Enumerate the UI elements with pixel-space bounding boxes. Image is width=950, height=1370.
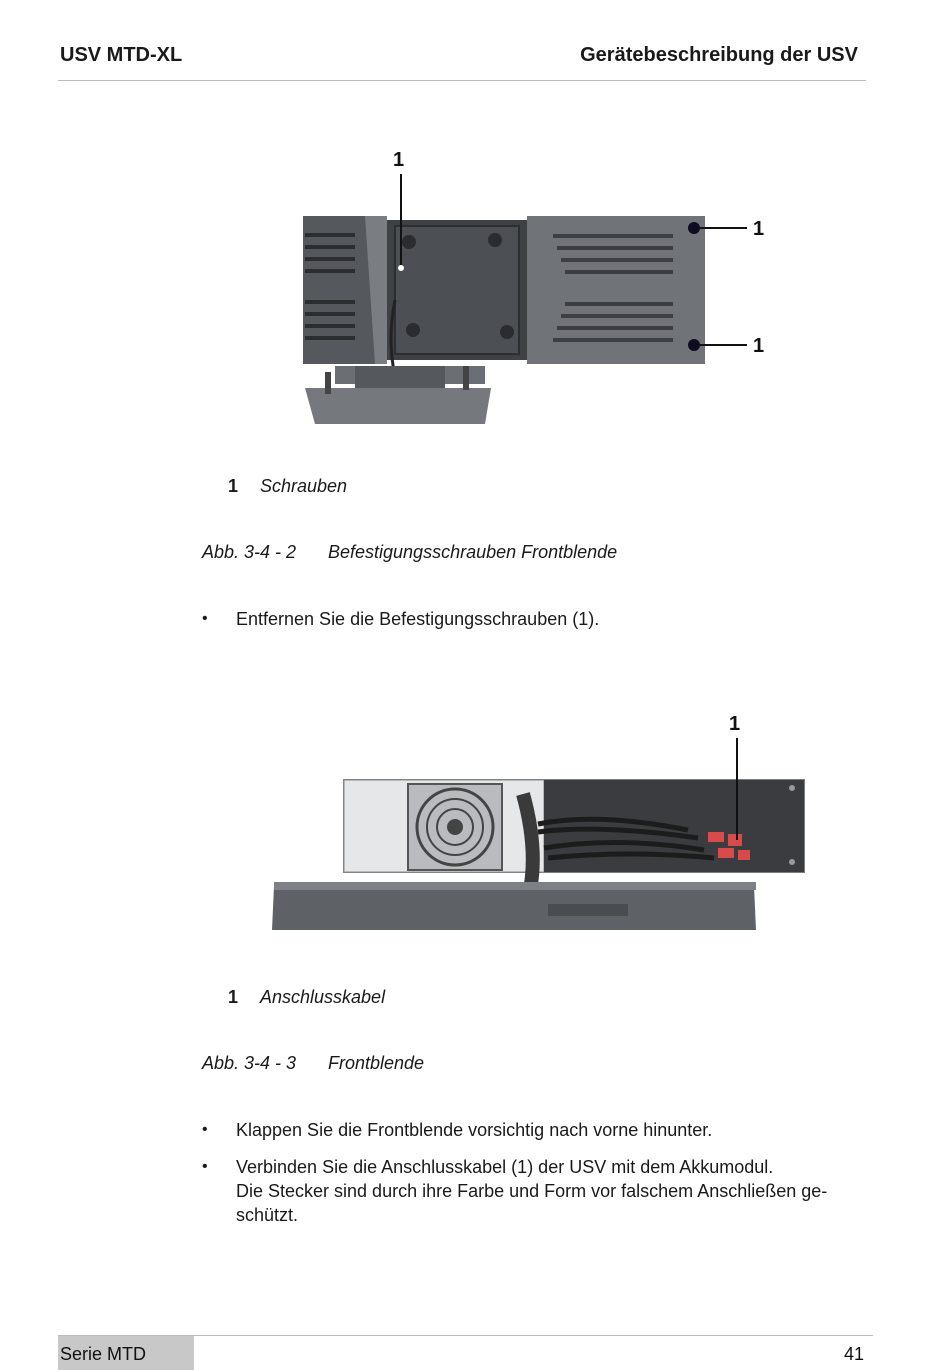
header-divider (58, 80, 866, 81)
page-number: 41 (843, 1344, 864, 1364)
bullet-item (202, 1155, 828, 1227)
callout-1: 1 (729, 713, 741, 735)
bullet-item (202, 607, 600, 631)
legend-number: 1 (228, 987, 239, 1007)
figure1-caption (202, 542, 617, 563)
header-section-title: Gerätebeschreibung der USV (580, 44, 858, 66)
bullet-dot: • (202, 610, 208, 627)
bullet-text-line: Verbinden Sie die Anschlusskabel (1) der USV mit dem Akkumodul. (236, 1157, 774, 1177)
bullet-item (202, 1118, 713, 1142)
bullet-text: Entfernen Sie die Befestigungsschrauben (1). (236, 609, 600, 629)
figure2-legend (228, 987, 385, 1008)
figure-front-panel-screws (295, 140, 775, 435)
callout-1-right-lower: 1 (753, 335, 765, 357)
header-document-title: USV MTD-XL (60, 44, 183, 66)
bullet-dot: • (202, 1121, 208, 1138)
caption-text: Frontblende (328, 1053, 425, 1073)
legend-text: Schrauben (260, 476, 348, 496)
legend-number: 1 (228, 476, 239, 496)
figure-front-panel-cable (268, 708, 813, 938)
callout-1-top: 1 (393, 149, 405, 171)
bullet-dot: • (202, 1158, 208, 1175)
legend-text: Anschlusskabel (260, 987, 386, 1007)
figure1-legend (228, 476, 347, 497)
figure2-caption (202, 1053, 424, 1074)
caption-number: Abb. 3-4 - 3 (202, 1053, 297, 1073)
footer-series: Serie MTD (60, 1344, 147, 1364)
caption-number: Abb. 3-4 - 2 (202, 542, 297, 562)
caption-text: Befestigungsschrauben Frontblende (328, 542, 618, 562)
callout-1-right-upper: 1 (753, 218, 765, 240)
bullet-text-line: schützt. (236, 1205, 299, 1225)
bullet-text: Klappen Sie die Frontblende vorsichtig nach vorne hinunter. (236, 1120, 713, 1140)
bullet-text-line: Die Stecker sind durch ihre Farbe und Form vor falschem Anschließen ge- (236, 1181, 828, 1201)
